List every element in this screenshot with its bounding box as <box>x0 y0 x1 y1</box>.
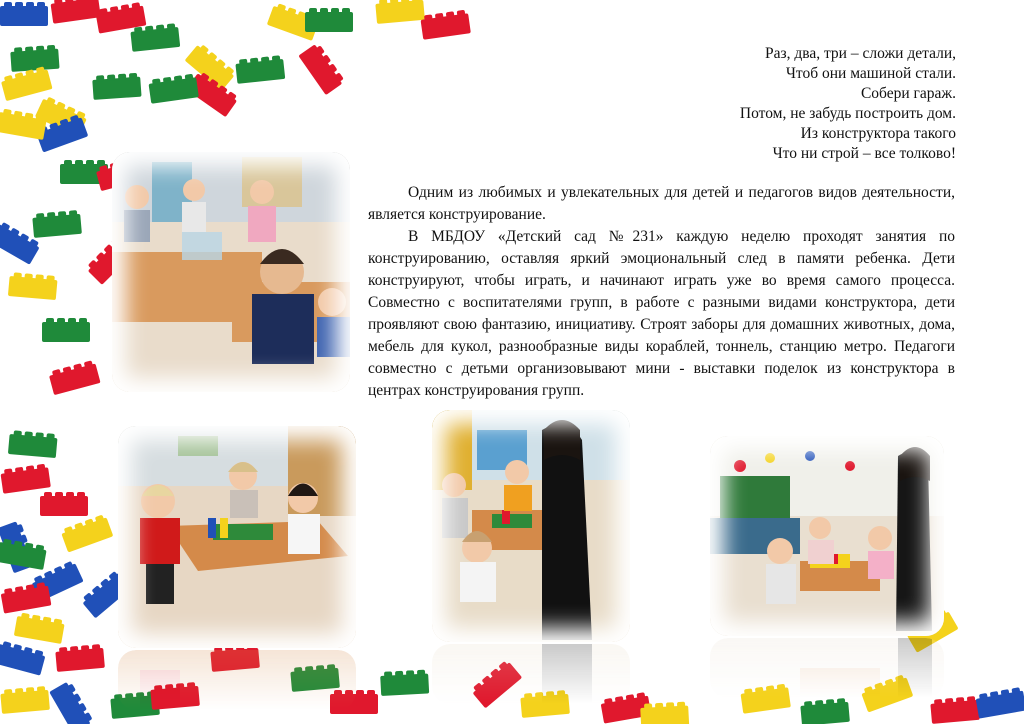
poem <box>536 44 956 164</box>
poem-line: Раз, два, три – сложи детали, <box>764 45 956 62</box>
poem-line: Из конструктора такого <box>800 125 956 142</box>
poem-line: Чтоб они машиной стали. <box>785 65 956 82</box>
photo-reflection <box>118 650 356 710</box>
poem-line: Потом, не забудь построить дом. <box>739 105 956 122</box>
teacher-with-children-photo-4 <box>710 436 944 636</box>
photo-reflection <box>710 638 944 698</box>
children-building-photo-1 <box>112 152 350 392</box>
article-text <box>368 182 955 402</box>
teacher-with-children-photo-3 <box>432 410 630 642</box>
article-paragraph: В МБДОУ «Детский сад №231» каждую неделю проходят занятия по конструированию, оставляя яркий эмоциональный след в памяти ребенка. Дети конструируют, чтобы играть, и начинают играть уже во время самого процесса. Совместно с воспитателями групп, в работе с разными видами конструктора, дети проявляют свою фантазию, инициативу. Строят заборы для домашних животных, дома, мебель для кукол, разнообразные виды кораблей, тоннель, станцию метро. Педагоги совместно с детьми организовывают мини - выставки поделок из конструктора в центрах конструирования групп. <box>368 228 955 399</box>
poem-line: Что ни строй – все толково! <box>772 145 956 162</box>
photo-reflection <box>432 644 630 704</box>
poem-line: Собери гараж. <box>860 85 956 102</box>
article-paragraph: Одним из любимых и увлекательных для детей и педагогов видов деятельности, является конструирование. <box>368 184 955 223</box>
children-building-photo-2 <box>118 426 356 648</box>
